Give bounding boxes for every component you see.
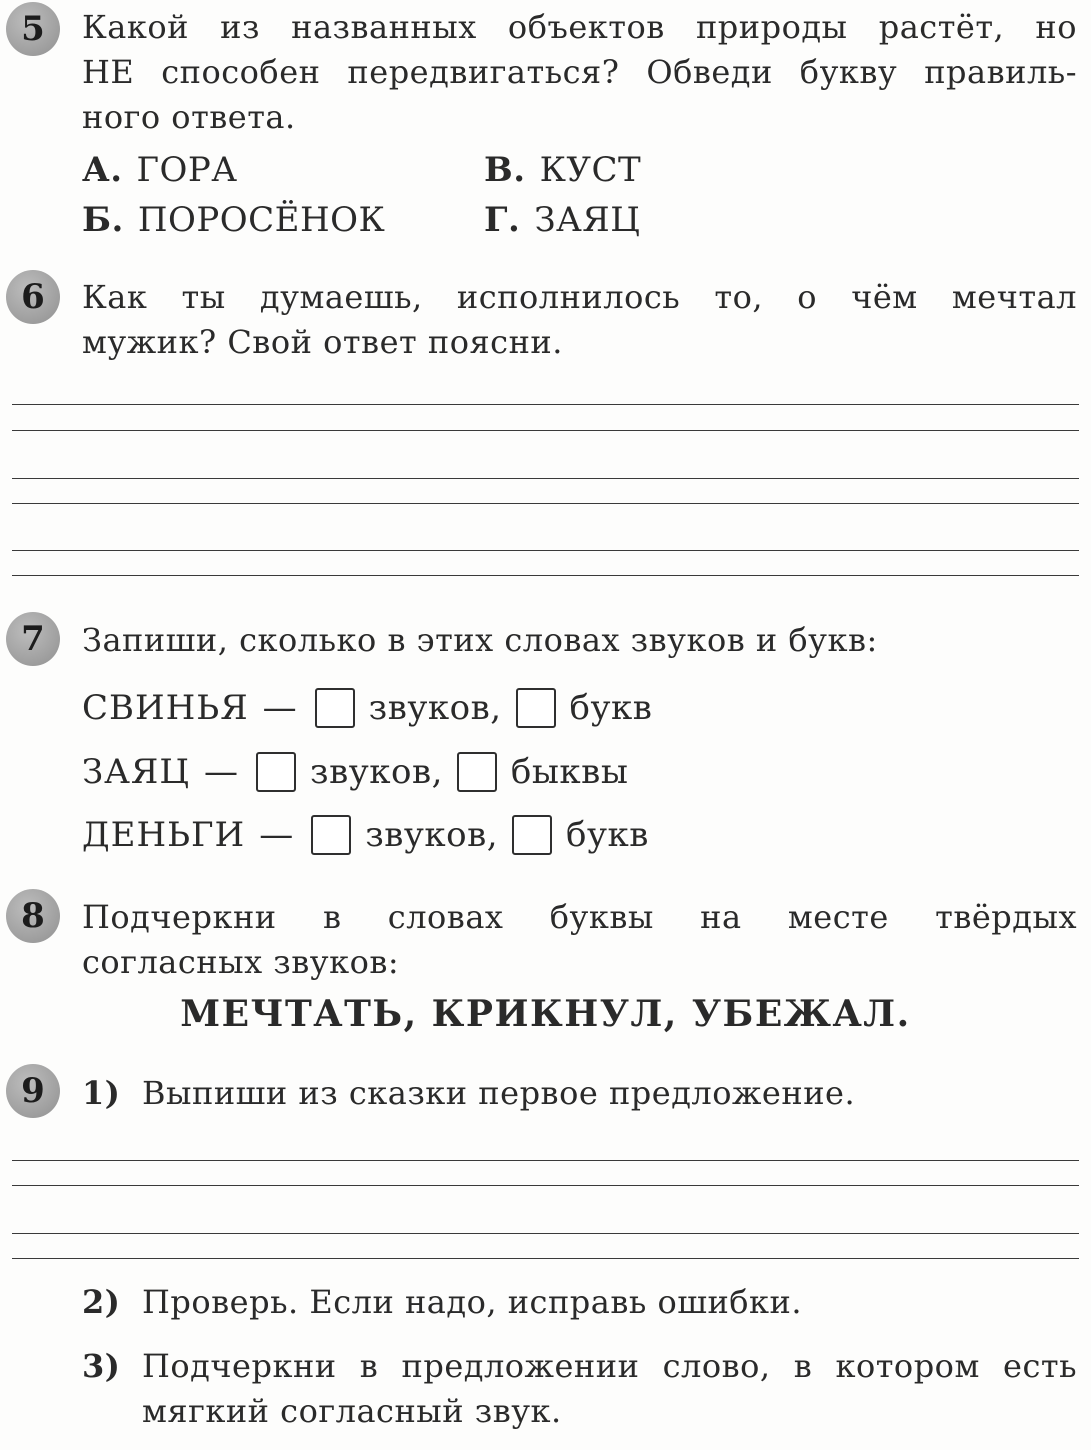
- item-text-line-1: Подчеркни в предложении слово, в котором есть: [142, 1347, 1077, 1385]
- task-7-question: Запиши, сколько в этих словах звуков и букв:: [82, 621, 878, 659]
- item-text: Проверь. Если надо, исправь ошибки.: [142, 1283, 803, 1321]
- option-letter: А.: [82, 150, 123, 190]
- answer-option-v[interactable]: [484, 150, 641, 190]
- option-text: ПОРОСЁНОК: [137, 200, 386, 240]
- task-8-words[interactable]: МЕЧТАТЬ, КРИКНУЛ, УБЕЖАЛ.: [180, 993, 911, 1035]
- word: ДЕНЬГИ: [82, 815, 246, 855]
- answer-option-b[interactable]: [82, 200, 385, 240]
- answer-line[interactable]: [12, 1160, 1079, 1161]
- item-number: 3): [82, 1347, 121, 1385]
- answer-line[interactable]: [12, 550, 1079, 551]
- letters-label: быквы: [510, 752, 629, 792]
- sounds-count-box[interactable]: [315, 688, 355, 728]
- task-6-question-line-1: Как ты думаешь, исполнилось то, о чём мечтал: [82, 278, 1077, 316]
- answer-line[interactable]: [12, 430, 1079, 431]
- option-text: КУСТ: [539, 150, 642, 190]
- answer-line[interactable]: [12, 575, 1079, 576]
- option-letter: Г.: [484, 200, 521, 240]
- answer-line[interactable]: [12, 1233, 1079, 1234]
- task-5-question-line-3: ного ответа.: [82, 98, 296, 136]
- task-number-badge: 5: [6, 2, 60, 56]
- task-5-question-line-1: Какой из названных объектов природы растёт, но: [82, 8, 1077, 46]
- sounds-label: звуков,: [365, 815, 499, 855]
- task-5-question-line-2: НЕ способен передвигаться? Обведи букву правиль-: [82, 53, 1077, 91]
- answer-line[interactable]: [12, 1185, 1079, 1186]
- letters-label: букв: [569, 688, 653, 728]
- answer-line[interactable]: [12, 503, 1079, 504]
- sounds-label: звуков,: [310, 752, 443, 792]
- task-9-item-2: [82, 1280, 1077, 1325]
- task-number-badge: 8: [6, 889, 60, 943]
- sounds-count-box[interactable]: [256, 752, 296, 792]
- dash: —: [204, 752, 239, 792]
- task-9-item-3: [82, 1344, 1077, 1434]
- task-number-badge: 6: [6, 270, 60, 324]
- answer-line[interactable]: [12, 404, 1079, 405]
- answer-line[interactable]: [12, 1258, 1079, 1259]
- letters-count-box[interactable]: [516, 688, 556, 728]
- task-8-question-line-1: Подчеркни в словах буквы на месте твёрдых: [82, 898, 1077, 936]
- item-text: Выпиши из сказки первое предложение.: [142, 1074, 856, 1112]
- item-number: 2): [82, 1283, 121, 1321]
- task-9-item-1: [82, 1071, 1077, 1116]
- task-number-badge: 7: [6, 612, 60, 666]
- option-letter: В.: [484, 150, 526, 190]
- letters-label: букв: [566, 815, 649, 855]
- dash: —: [259, 815, 294, 855]
- answer-line[interactable]: [12, 478, 1079, 479]
- task-8-question-line-2: согласных звуков:: [82, 943, 400, 981]
- word-row-dengi: [82, 815, 649, 855]
- option-text: ГОРА: [136, 150, 238, 190]
- option-text: ЗАЯЦ: [534, 200, 641, 240]
- item-number: 1): [82, 1074, 121, 1112]
- item-text-line-2: мягкий согласный звук.: [142, 1392, 562, 1430]
- word-row-svinya: [82, 688, 652, 728]
- option-letter: Б.: [82, 200, 124, 240]
- task-6-question-line-2: мужик? Свой ответ поясни.: [82, 323, 563, 361]
- word: ЗАЯЦ: [82, 752, 191, 792]
- answer-option-g[interactable]: [484, 200, 640, 240]
- dash: —: [262, 688, 297, 728]
- task-number-badge: 9: [6, 1064, 60, 1118]
- answer-option-a[interactable]: [82, 150, 238, 190]
- letters-count-box[interactable]: [512, 815, 552, 855]
- word: СВИНЬЯ: [82, 688, 249, 728]
- sounds-count-box[interactable]: [311, 815, 351, 855]
- letters-count-box[interactable]: [457, 752, 497, 792]
- word-row-zayats: [82, 752, 628, 792]
- sounds-label: звуков,: [368, 688, 502, 728]
